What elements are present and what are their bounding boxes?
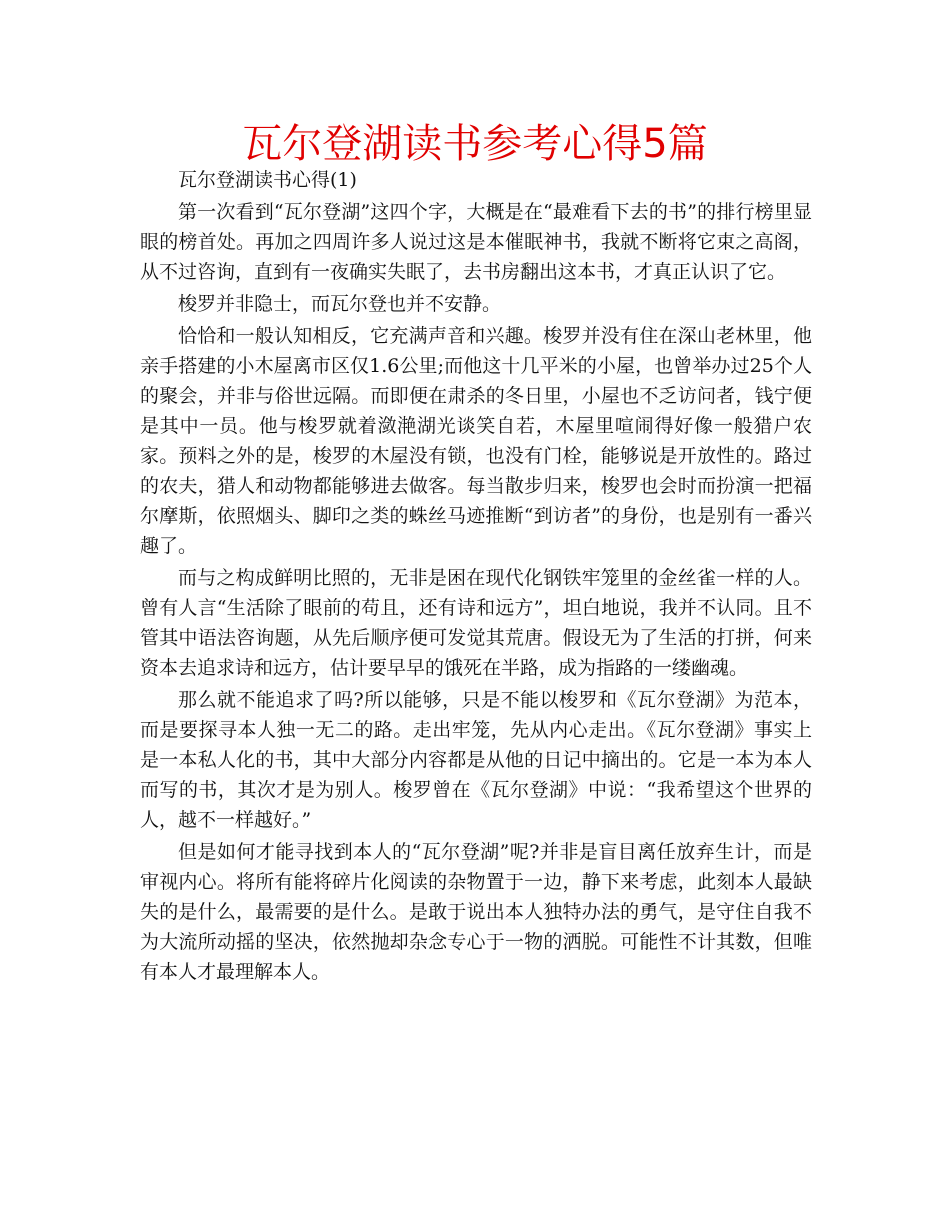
paragraph: 那么就不能追求了吗?所以能够，只是不能以梭罗和《瓦尔登湖》为范本，而是要探寻本人独一无二的路。走出牢笼，先从内心走出。《瓦尔登湖》事实上是一本私人化的书，其中大部分内容都是从他的日记中摘出的。它是一本为本人而写的书，其次才是为别人。梭罗曾在《瓦尔登湖》中说：“我希望这个世界的人，越不一样越好。” [140,689,812,831]
paragraph: 恰恰和一般认知相反，它充满声音和兴趣。梭罗并没有住在深山老林里，他亲手搭建的小木屋离市区仅1.6公里;而他这十几平米的小屋，也曾举办过25个人的聚会，并非与俗世远隔。而即便在肃杀的冬日里，小屋也不乏访问者，钱宁便是其中一员。他与梭罗就着潋滟湖光谈笑自若，木屋里喧闹得好像一般猎户农家。预料之外的是，梭罗的木屋没有锁，也没有门栓，能够说是开放性的。路过的农夫，猎人和动物都能够进去做客。每当散步归来，梭罗也会时而扮演一把福尔摩斯，依照烟头、脚印之类的蛛丝马迹推断“到访者”的身份，也是别有一番兴趣了。 [140,325,812,557]
paragraph: 第一次看到“瓦尔登湖”这四个字，大概是在“最难看下去的书”的排行榜里显眼的榜首处。再加之四周许多人说过这是本催眠神书，我就不断将它束之高阁，从不过咨询，直到有一夜确实失眠了，去书房翻出这本书，才真正认识了它。 [140,201,812,283]
section-heading: 瓦尔登湖读书心得(1) [178,169,357,191]
paragraph: 而与之构成鲜明比照的，无非是困在现代化钢铁牢笼里的金丝雀一样的人。曾有人言“生活除了眼前的苟且，还有诗和远方”，坦白地说，我并不认同。且不管其中语法咨询题，从先后顺序便可发觉其荒唐。假设无为了生活的打拼，何来资本去追求诗和远方，估计要早早的饿死在半路，成为指路的一缕幽魂。 [140,567,812,679]
paragraph: 但是如何才能寻找到本人的“瓦尔登湖”呢?并非是盲目离任放弃生计，而是审视内心。将所有能将碎片化阅读的杂物置于一边，静下来考虑，此刻本人最缺失的是什么，最需要的是什么。是敢于说出本人独特办法的勇气，是守住自我不为大流所动摇的坚决，依然抛却杂念专心于一物的洒脱。可能性不计其数，但唯有本人才最理解本人。 [140,841,812,983]
paragraph: 梭罗并非隐士，而瓦尔登也并不安静。 [178,293,502,315]
document-body [140,165,812,989]
document-title: 瓦尔登湖读书参考心得5篇 [242,121,708,167]
